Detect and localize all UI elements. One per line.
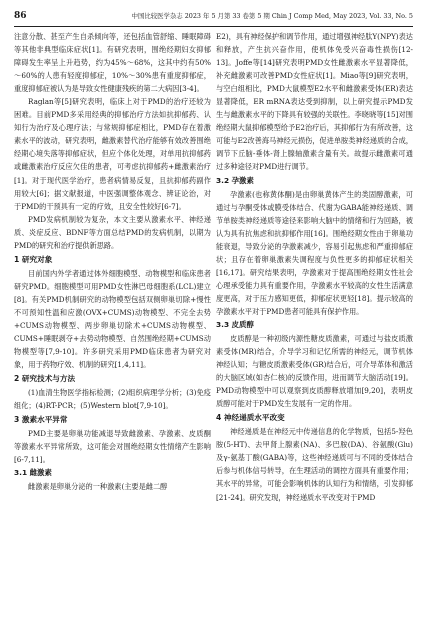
paragraph: 神经递质是在神经元中传递信息的化学物质，包括5-羟色胺(5-HT)、去甲肾上腺素(NA)、多巴胺(DA)、谷氨酸(Glu)及γ-氨基丁酸(GABA)等，这些神经递质可与不同的受体结合后参与机体信号转导，在生理活动的调控方面具有重要作用；其水平的异常，可能会影响机体的认知行为和情绪，引发抑郁[21-24]。研究发现，神经递质水平改变对于PMD — [216, 427, 413, 502]
section-heading: 2 研究技术与方法 — [14, 374, 76, 384]
page-number: 86 — [14, 11, 27, 21]
paragraph: 孕激素(也称黄体酮)是由卵巢黄体产生的类固醇激素，可通过与孕酮受体或膜受体结合、代谢为GABA能神经递质、调节单胺类神经递质等途径来影响大脑中的情绪和行为回路，被认为具有抗焦虑和抗抑郁作用[16]。围绝经期女性由于卵巢功能衰退，导致分泌的孕激素减少，容易引起焦虑和严重抑郁症状；且存在着卵巢激素失调程度与负性更多的抑郁症状相关[16,17]。研究结果表明，孕激素对于提高围绝经期女性社会心理承受能力具有重要作用，孕激素水平较高的女性生活满意度更高，对于压力感知更低，抑郁症状更轻[18]。提示较高的孕激素水平对于PMD患者可能具有保护作用。 — [216, 189, 413, 316]
section-heading: 1 研究对象 — [14, 254, 53, 264]
paragraph: 注意分散、甚至产生自杀倾向等，还包括血管舒缩、睡眠障碍等其他非典型临床症状[1]。有研究表明，围绝经期妇女抑郁障碍发生率呈上升趋势，约为45%～68%，这其中约有50%～60%的人患有轻度抑郁症，10%～30%患有重度抑郁症，重度抑郁症被认为是导致女性健康残疾的第二大病因[3-4]。 — [14, 32, 211, 94]
paragraph: (1)血清生物医学指标检测；(2)组织病理学分析；(3)免疫组化；(4)RT-PCR；(5)Western blot[7,9-10]。 — [14, 388, 211, 411]
page-header — [14, 9, 413, 23]
paragraph: E2)，具有神经保护和调节作用，通过增强神经肽Y(NPY)表达和释放，产生抗兴奋作用，使机体免受兴奋毒性损伤[12-13]。Joffe等[14]研究表明PMD女性雌激素水平显著降低，补充雌激素可改善PMD女性症状[1]。Miao等[9]研究表明，与空白组相比，PMD大鼠模型E2水平和雌激素受体(ER)表达显著降低，ER mRNA表达受到抑制，以上研究提示PMD发生与雌激素水平的下降具有较强的关联性。李晓晓等[15]对围绝经期大鼠抑郁模型给予E2治疗后，其抑郁行为有所改善，这可能与E2改善海马神经元损伤，促进单胺类神经递质的合成，调节下丘脑-垂体-肾上腺轴激素含量有关。故提示雌激素可通过多种途径对PMD进行调节。 — [216, 32, 413, 172]
paragraph: 皮质醇是一种初级内源性糖皮质激素，可通过与盐皮质激素受体(MR)结合，介导学习和记忆所需的神经元，调节机体神经认知；与糖皮质激素受体(GR)结合后，可介导革体和激活的大脑区域(如杏仁核)的反馈作用，进而调节大脑活动[19]。PMD动物模型中可以观察到皮质醇释放增加[9,20]，表明皮质醇可能对于PMD发生发展有一定的作用。 — [216, 333, 413, 409]
left-column — [14, 30, 211, 493]
section-heading: 3 激素水平异常 — [14, 415, 68, 425]
paragraph: Raglan等[5]研究表明，临床上对于PMD的治疗还较为困难。目前PMD多采用经典的抑郁治疗方法如抗抑郁药、认知行为治疗及心理疗法；与常规抑郁症相比，PMD存在着激素水平的波动，研究表明，雌激素替代治疗能够有效改善围绝经期心境失落等抑郁症状，但应个体化处理，对单用抗抑郁药或雌激素治疗反应欠佳的患者，可考虑抗抑郁药+雌激素治疗[1]。对于现代医学治疗，患者病情易反复，且抗抑郁药副作用较大[6]；据文献报道，中医强调整体观念、辨证论治，对于PMD的干预具有一定的疗效，且安全性较好[6-7]。 — [14, 97, 211, 211]
subsection-heading: 3.1 雌激素 — [14, 468, 52, 478]
subsection-heading: 3.2 孕激素 — [216, 175, 254, 185]
section-heading: 4 神经递质水平改变 — [216, 413, 285, 423]
right-column — [216, 30, 413, 504]
paragraph: 雌激素是卵巢分泌的一种激素(主要是雌二醇 — [28, 482, 168, 492]
paragraph: 目前国内外学者通过体外细胞模型、动物模型和临床患者研究PMD。细胞模型可用PMD女性淋巴母细胞系(LCL)建立[8]。有关PMD机制研究的动物模型包括双侧卵巢切除+慢性不可预知性温和应激(OVX+CUMS)动物模型、不完全去势+CUMS动物模型、两步卵巢切除术+CUMS动物模型、CUMS+睡眠剥夺+去势动物模型、自然围绝经期+CUMS动物模型等[7,9-10]。许多研究采用PMD临床患者为研究对象，用于药物疗效、机制的研究[1,4,11]。 — [14, 268, 211, 370]
header-rule — [14, 26, 413, 27]
journal-running-header: 中国比较医学杂志 2023 年 5 月第 33 卷第 5 期 Chin J Comp Med, May 2023, Vol. 33, No. 5 — [131, 12, 413, 20]
paragraph: PMD主要是卵巢功能减退导致雌激素、孕激素、皮质酮等激素水平异常所致，这可能会对围绝经期女性情绪产生影响[6-7,11]。 — [14, 429, 211, 465]
paragraph: PMD发病机制较为复杂，本文主要从激素水平、神经递质、炎症反应、BDNF等方面总结PMD的发病机制，以期为PMD的研究和治疗提供新思路。 — [14, 214, 211, 250]
subsection-heading: 3.3 皮质醇 — [216, 319, 254, 329]
